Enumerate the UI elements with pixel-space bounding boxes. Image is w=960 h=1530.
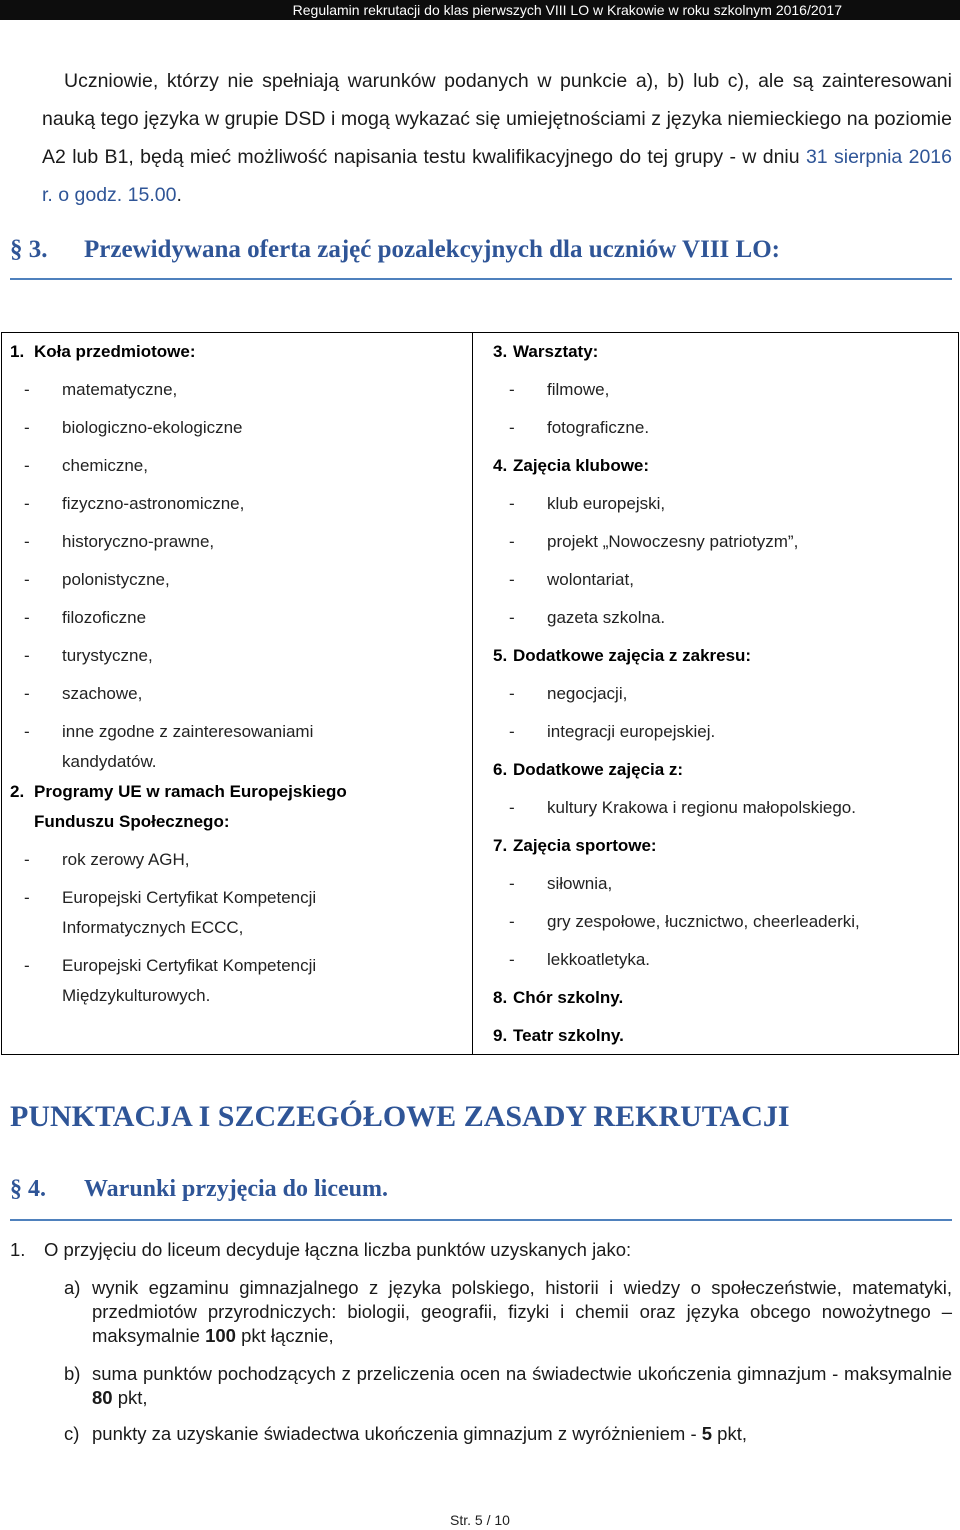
list-dash: - [509,532,515,551]
list-item-text: rok zerowy AGH, [62,850,190,869]
offer-group-number: 6. [493,760,508,779]
list-item-text: klub europejski, [547,494,666,513]
subpoint-b-max: 80 [92,1387,113,1408]
subpoint-c-post: pkt, [712,1423,748,1444]
list-item [509,565,958,595]
page-number: Str. 5 / 10 [450,1512,510,1528]
list-dash: - [24,608,30,627]
offer-group-label: Chór szkolny. [513,988,624,1007]
intro-paragraph [42,62,952,214]
list-item [24,717,472,777]
list-item [509,907,958,937]
subpoint-a-post: pkt łącznie, [235,1325,334,1346]
offer-group-label: Warsztaty: [513,342,599,361]
list-item [24,679,472,709]
subpoint-a-max: 100 [205,1325,236,1346]
list-dash: - [24,570,30,589]
list-dash: - [509,570,515,589]
list-dash: - [509,380,515,399]
list-dash: - [24,380,30,399]
section-4-title: Warunki przyjęcia do liceum. [84,1176,388,1202]
list-item [24,413,472,443]
list-item [24,951,472,1011]
section-3-title: Przewidywana oferta zajęć pozalekcyjnych dla uczniów VIII LO: [84,236,780,263]
subpoint-a-pre: wynik egzaminu gimnazjalnego z języka polskiego, historii i wiedzy o społeczeństwie, matematyki, przedmiotów przyrodniczych: biologii, geografii, fizyki i chemii oraz języka obcego nowożytnego – maksymalnie [92,1277,952,1346]
offer-group-title [493,1021,958,1051]
list-dash: - [24,684,30,703]
list-item-text: gazeta szkolna. [547,608,666,627]
subpoint-b-post: pkt, [112,1387,148,1408]
list-dash: - [509,722,515,741]
offer-group-title [493,337,958,367]
section-3-number: § 3. [10,236,48,263]
list-dash: - [24,418,30,437]
list-dash: - [509,608,515,627]
list-item-text: biologiczno-ekologiczne [62,418,243,437]
list-item [509,413,958,443]
list-dash: - [509,418,515,437]
offer-group-title [493,983,958,1013]
list-dash: - [24,722,30,741]
list-item-text: fizyczno-astronomiczne, [62,494,245,513]
list-item-text: siłownia, [547,874,613,893]
list-dash: - [24,956,30,975]
list-dash: - [509,494,515,513]
offer-group-number: 8. [493,988,508,1007]
offer-group-label: Teatr szkolny. [513,1026,624,1045]
list-item-text: negocjacji, [547,684,628,703]
subpoint-b-label: b) [64,1363,81,1384]
list-item [509,679,958,709]
offer-group-title [10,777,472,837]
offer-group-number: 9. [493,1026,508,1045]
offer-group-title [493,755,958,785]
list-item [509,375,958,405]
offer-group-label: Dodatkowe zajęcia z: [513,760,684,779]
scoring-heading: PUNKTACJA I SZCZEGÓŁOWE ZASADY REKRUTACJI [10,1100,790,1133]
point-1-number: 1. [10,1239,26,1260]
list-dash: - [24,494,30,513]
subpoint-b-text [92,1362,952,1410]
right-column-content [473,333,958,1051]
list-item-text: kultury Krakowa i regionu małopolskiego. [547,798,856,817]
list-item-text: filozoficzne [62,608,147,627]
list-item-text: szachowe, [62,684,143,703]
list-item-text: chemiczne, [62,456,148,475]
offer-group-number: 1. [10,342,25,361]
offer-group-title [493,451,958,481]
list-item [24,489,472,519]
offer-group-label: Programy UE w ramach Europejskiego Funduszu Społecznego: [34,782,347,831]
list-dash: - [509,874,515,893]
list-item-text: Europejski Certyfikat Kompetencji Międzykulturowych. [62,956,317,1005]
list-dash: - [24,646,30,665]
list-item-text: wolontariat, [547,570,634,589]
list-item [509,793,958,823]
list-item-text: filmowe, [547,380,610,399]
list-item-text: matematyczne, [62,380,178,399]
list-item-text: projekt „Nowoczesny patriotyzm”, [547,532,799,551]
subpoint-c-text [92,1422,952,1446]
list-item-text: turystyczne, [62,646,153,665]
offer-group-title [493,641,958,671]
subpoint-c-pre: punkty za uzyskanie świadectwa ukończenia gimnazjum z wyróżnieniem - [92,1423,702,1444]
list-item [24,451,472,481]
subpoint-b-pre: suma punktów pochodzących z przeliczenia ocen na świadectwie ukończenia gimnazjum - maksymalnie [92,1363,952,1384]
section-3-heading [10,236,952,280]
list-item [509,489,958,519]
offer-right-column [473,333,959,1055]
list-item-text: inne zgodne z zainteresowaniami kandydatów. [62,722,314,771]
subpoint-a-label: a) [64,1277,81,1298]
list-dash: - [509,798,515,817]
list-dash: - [509,684,515,703]
list-item-text: gry zespołowe, łucznictwo, cheerleaderki, [547,912,860,931]
list-item [509,603,958,633]
list-dash: - [509,950,515,969]
list-item [24,527,472,557]
subpoint-c [64,1422,952,1446]
list-item-text: integracji europejskiej. [547,722,716,741]
subpoint-a [64,1276,952,1348]
list-item [24,565,472,595]
intro-end: . [176,184,182,206]
subpoint-c-label: c) [64,1423,80,1444]
offer-group-number: 2. [10,782,25,801]
list-dash: - [24,888,30,907]
list-item [24,883,472,943]
offer-group-label: Zajęcia sportowe: [513,836,657,855]
list-item [509,527,958,557]
list-item [509,869,958,899]
subpoint-a-text [92,1276,952,1348]
section-4-number: § 4. [10,1176,46,1202]
list-item [24,375,472,405]
list-dash: - [24,532,30,551]
list-item [24,845,472,875]
offer-group-label: Dodatkowe zajęcia z zakresu: [513,646,752,665]
point-1-text: O przyjęciu do liceum decyduje łączna liczba punktów uzyskanych jako: [44,1239,632,1260]
list-item [509,945,958,975]
offer-group-number: 3. [493,342,508,361]
list-item [24,641,472,671]
offer-group-title [493,831,958,861]
subpoint-c-max: 5 [701,1423,713,1444]
list-item-text: polonistyczne, [62,570,170,589]
list-item-text: historyczno-prawne, [62,532,215,551]
list-item [24,603,472,633]
offer-group-label: Koła przedmiotowe: [34,342,196,361]
offer-group-number: 4. [493,456,508,475]
list-dash: - [509,912,515,931]
offer-group-number: 7. [493,836,508,855]
offer-group-title [10,337,472,367]
intro-text: Uczniowie, którzy nie spełniają warunków podanych w punkcie a), b) lub c), ale są zainteresowani nauką tego języka w grupie DSD i mogą wykazać się umiejętnościami z języka niemieckiego na poziomie A2 lub B1, będą mieć możliwość napisania testu kwalifikacyjnego do tej grupy - w dniu [42,70,952,168]
list-item-text: lekkoatletyka. [547,950,650,969]
left-column-content [2,333,472,1011]
list-item-text: Europejski Certyfikat Kompetencji Informatycznych ECCC, [62,888,317,937]
list-item [509,717,958,747]
test-date: 31 sierpnia 2016 r. o godz. 15.00 [42,146,952,206]
offer-table [1,332,959,1055]
list-item-text: fotograficzne. [547,418,650,437]
list-dash: - [24,456,30,475]
section-4-heading [10,1176,952,1221]
offer-group-label: Zajęcia klubowe: [513,456,650,475]
subpoint-b [64,1362,952,1410]
offer-group-number: 5. [493,646,508,665]
point-1 [10,1238,950,1262]
list-dash: - [24,850,30,869]
document-header: Regulamin rekrutacji do klas pierwszych VIII LO w Krakowie w roku szkolnym 2016/2017 [0,0,960,20]
offer-left-column [2,333,473,1055]
